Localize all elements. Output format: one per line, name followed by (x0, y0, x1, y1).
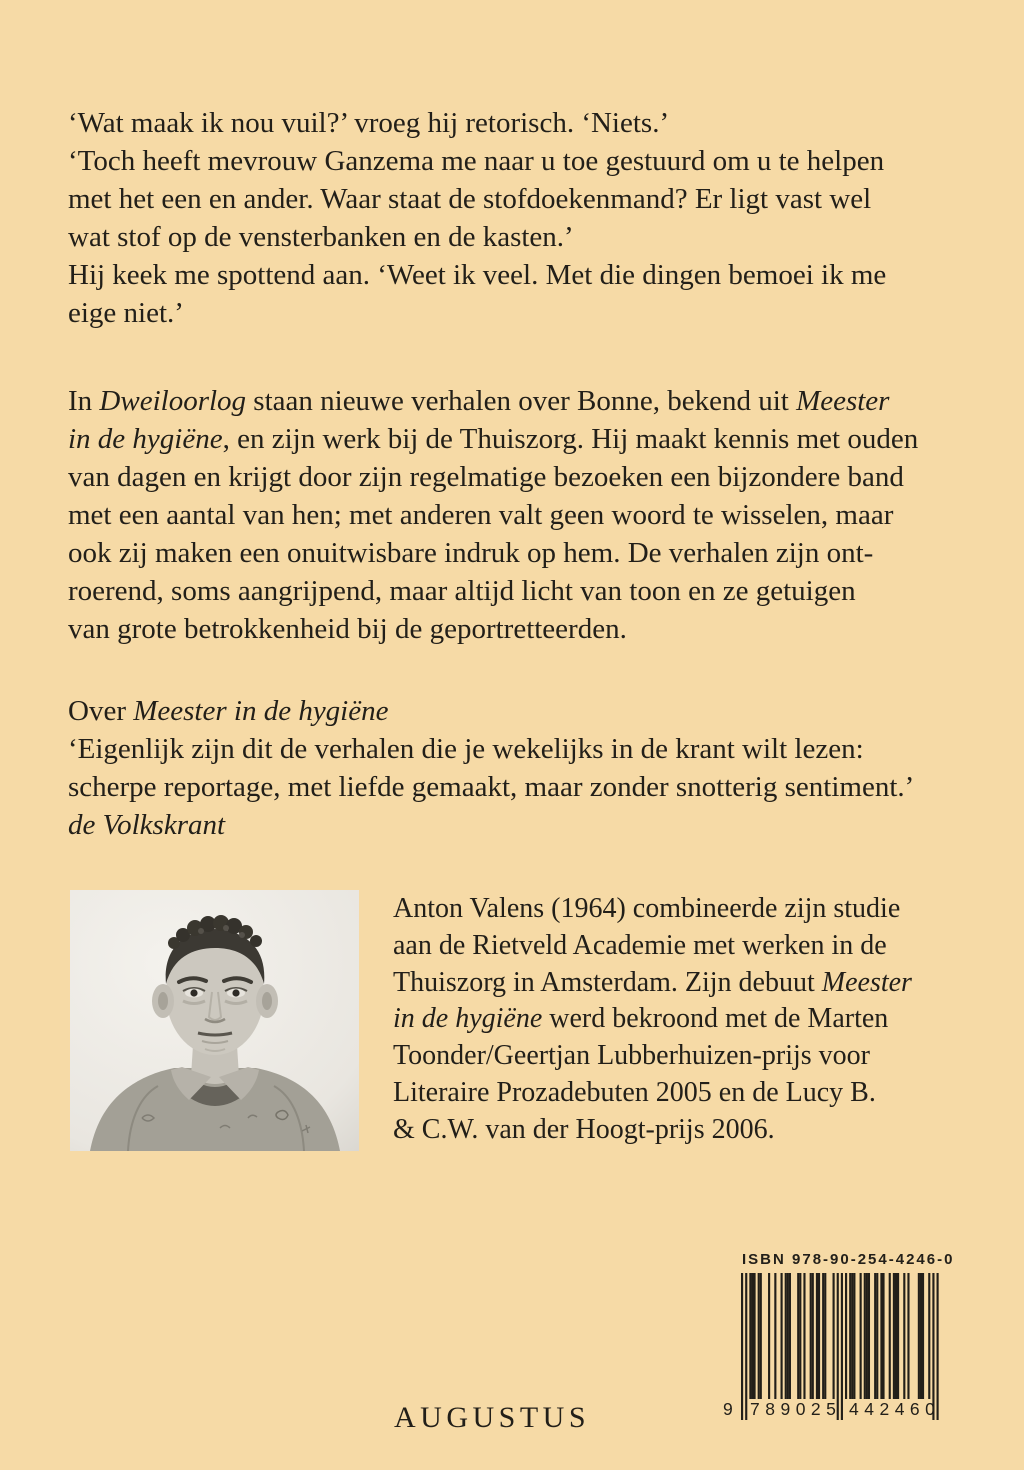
author-bio (393, 891, 912, 1149)
text-line: ‘Wat maak ik nou vuil?’ vroeg hij retorisch. ‘Niets.’ (68, 107, 670, 139)
publisher-logo: AUGUSTUS (394, 1401, 591, 1434)
synopsis (68, 382, 918, 648)
text-line: Thuiszorg in Amsterdam. Zijn debuut Meester (393, 966, 912, 998)
text-line: van grote betrokkenheid bij de geportretteerden. (68, 613, 627, 645)
barcode-right-digits: 442460 (849, 1399, 941, 1419)
text-line: in de hygiëne werd bekroond met de Marten (393, 1003, 889, 1035)
text-line: met een aantal van hen; met anderen valt geen woord te wisselen, maar (68, 499, 894, 531)
author-portrait-image (70, 890, 359, 1151)
text-line: In Dweiloorlog staan nieuwe verhalen over Bonne, bekend uit Meester (68, 385, 890, 417)
press-quote (68, 692, 914, 844)
barcode-bars (741, 1273, 939, 1420)
text-line: Anton Valens (1964) combineerde zijn studie (393, 893, 901, 924)
author-photo (70, 890, 359, 1151)
text-line: Toonder/Geertjan Lubberhuizen-prijs voor (393, 1040, 870, 1072)
text-line: Literaire Prozadebuten 2005 en de Lucy B. (393, 1076, 876, 1108)
text-line: Hij keek me spottend aan. ‘Weet ik veel. Met die dingen bemoei ik me (68, 259, 887, 291)
text-line: ‘Toch heeft mevrouw Ganzema me naar u toe gestuurd om u te helpen (68, 145, 885, 177)
ean-barcode (723, 1273, 963, 1423)
text-line: aan de Rietveld Academie met werken in de (393, 929, 887, 961)
text-line: roerend, soms aangrijpend, maar altijd licht van toon en ze getuigen (68, 575, 856, 607)
text-line: wat stof op de vensterbanken en de kasten.’ (68, 221, 574, 253)
dialogue-excerpt (68, 104, 886, 332)
text-line: de Volkskrant (68, 809, 226, 841)
text-line: van dagen en krijgt door zijn regelmatige bezoeken een bijzondere band (68, 461, 904, 493)
text-line: ‘Eigenlijk zijn dit de verhalen die je wekelijks in de krant wilt lezen: (68, 733, 864, 765)
text-line: Over Meester in de hygiëne (68, 695, 389, 727)
text-line: eige niet.’ (68, 297, 184, 329)
isbn-label: ISBN 978-90-254-4246-0 (742, 1251, 955, 1268)
text-line: & C.W. van der Hoogt-prijs 2006. (393, 1113, 775, 1145)
text-line: ook zij maken een onuitwisbare indruk op hem. De verhalen zijn ont- (68, 537, 874, 569)
text-line: scherpe reportage, met liefde gemaakt, maar zonder snotterig sentiment.’ (68, 771, 915, 803)
barcode-lead-digit: 9 (723, 1399, 733, 1419)
barcode-left-digits: 789025 (750, 1399, 842, 1419)
text-line: in de hygiëne, en zijn werk bij de Thuiszorg. Hij maakt kennis met ouden (68, 423, 919, 455)
text-line: met het een en ander. Waar staat de stofdoekenmand? Er ligt vast wel (68, 183, 872, 215)
